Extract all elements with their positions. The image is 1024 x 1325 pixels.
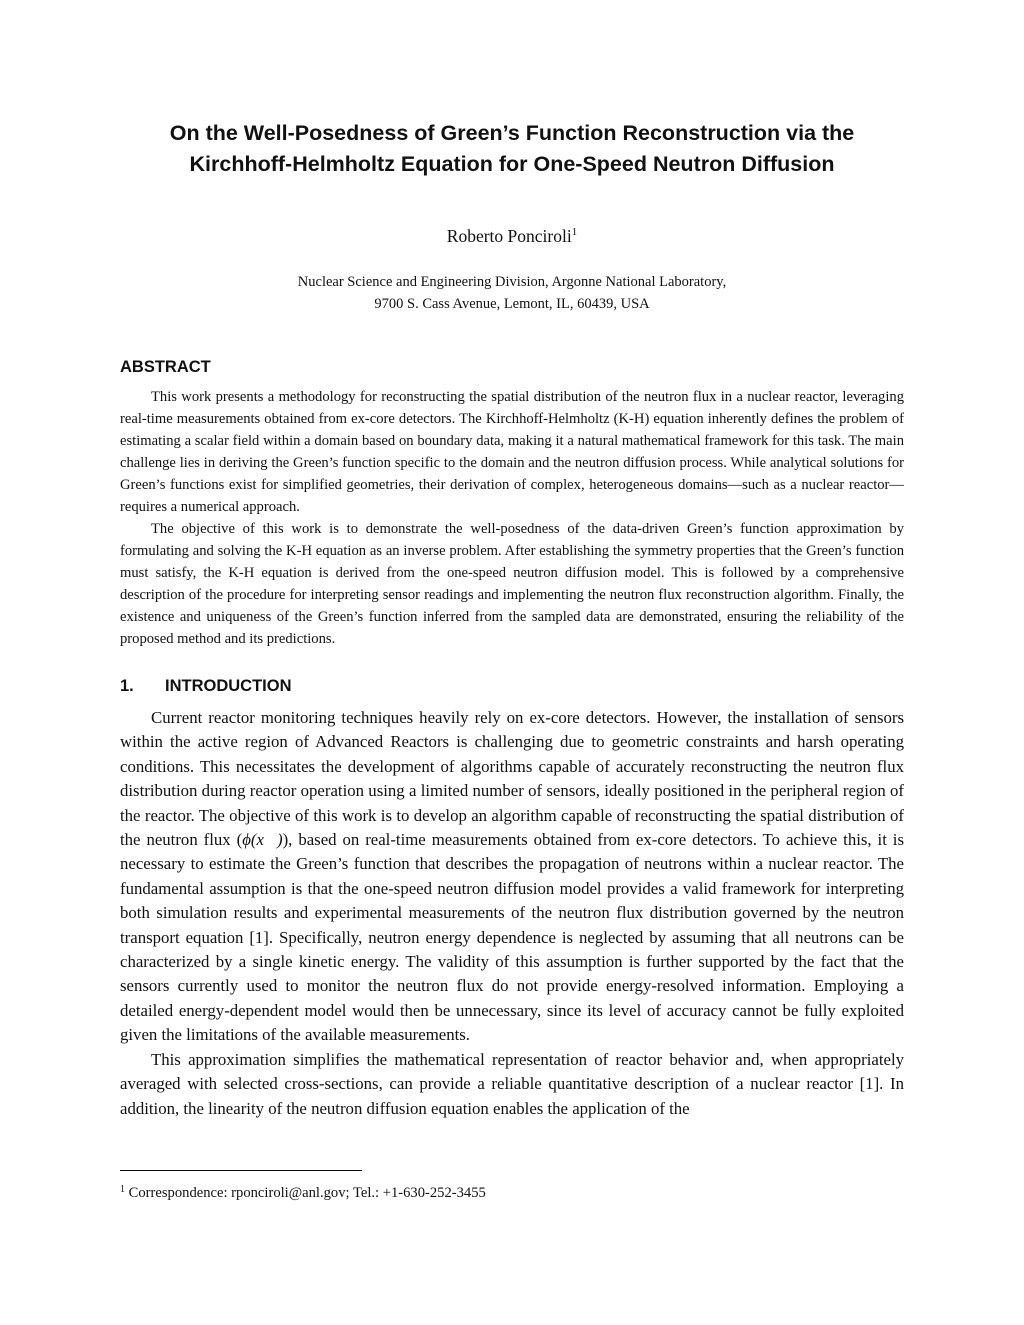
paper-title — [100, 118, 924, 180]
author-footnote-mark[interactable]: 1 — [571, 226, 578, 238]
intro-p1-text-a: Current reactor monitoring techniques heavily rely on ex-core detectors. However, the installation of sensors within the active region of Advanced Reactors is challenging due to geometric constraints and harsh operating conditions. This necessitates the development of algorithms capable of accurately reconstructing the neutron flux distribution during reactor operation using a limited number of sensors, ideally positioned in the peripheral region of the reactor. The objective of this work is to develop an algorithm capable of reconstructing the spatial distribution of the neutron flux ( — [120, 708, 904, 850]
footnote-text: Correspondence: rponciroli@anl.gov; Tel.: +1-630-252-3455 — [125, 1185, 486, 1201]
introduction-body — [120, 706, 904, 1121]
footnote-mark: 1 — [120, 1184, 125, 1195]
abstract-body — [120, 386, 904, 650]
section-number: 1. — [120, 677, 134, 695]
footnote — [120, 1184, 486, 1202]
author-name: Roberto Ponciroli — [446, 226, 572, 246]
affiliation — [0, 271, 1024, 315]
section-title: INTRODUCTION — [165, 677, 292, 695]
neutron-flux-symbol: ϕ(x⃗) — [242, 830, 283, 850]
author-line — [0, 226, 1024, 247]
footnote-divider — [120, 1170, 362, 1171]
intro-p1-text-b: ), based on real-time measurements obtained from ex-core detectors. To achieve this, it is necessary to estimate the Green’s function that describes the propagation of neutrons within a nuclear reactor. The fundamental assumption is that the one-speed neutron diffusion model provides a valid framework for interpreting both simulation results and experimental measurements of the neutron flux distribution governed by the neutron transport equation [1]. Specifically, neutron energy dependence is neglected by assuming that all neutrons can be characterized by a single kinetic energy. The validity of this assumption is further supported by the fact that the sensors currently used to monitor the neutron flux do not provide energy-resolved information. Employing a detailed energy-dependent model would then be unnecessary, since its level of accuracy cannot be fully exploited given the limitations of the available measurements. — [120, 830, 904, 1045]
affiliation-line-1: Nuclear Science and Engineering Division, Argonne National Laboratory, — [297, 274, 727, 290]
abstract-heading: ABSTRACT — [120, 358, 211, 376]
intro-paragraph-1 — [120, 706, 904, 1048]
title-line-1: On the Well-Posedness of Green’s Function Reconstruction via the — [169, 121, 855, 145]
section-heading-introduction — [120, 677, 292, 696]
intro-paragraph-2: This approximation simplifies the mathematical representation of reactor behavior and, when appropriately averaged with selected cross-sections, can provide a reliable quantitative description of a nuclear reactor [1]. In addition, the linearity of the neutron diffusion equation enables the application of the — [120, 1049, 904, 1118]
title-line-2: Kirchhoff-Helmholtz Equation for One-Speed Neutron Diffusion — [189, 152, 835, 176]
abstract-paragraph-1: This work presents a methodology for reconstructing the spatial distribution of the neutron flux in a nuclear reactor, leveraging real-time measurements obtained from ex-core detectors. The Kirchhoff-Helmholtz (K-H) equation inherently defines the problem of estimating a scalar field within a domain based on boundary data, making it a natural mathematical framework for this task. The main challenge lies in deriving the Green’s function specific to the domain and the neutron diffusion process. While analytical solutions for Green’s functions exist for simplified geometries, their derivation of complex, heterogeneous domains—such as a nuclear reactor—requires a numerical approach. — [120, 389, 904, 515]
affiliation-line-2: 9700 S. Cass Avenue, Lemont, IL, 60439, USA — [374, 296, 650, 312]
abstract-paragraph-2: The objective of this work is to demonstrate the well-posedness of the data-driven Green’s function approximation by formulating and solving the K-H equation as an inverse problem. After establishing the symmetry properties that the Green’s function must satisfy, the K-H equation is derived from the one-speed neutron diffusion model. This is followed by a comprehensive description of the procedure for interpreting sensor readings and implementing the neutron flux reconstruction algorithm. Finally, the existence and uniqueness of the Green’s function inferred from the sampled data are demonstrated, ensuring the reliability of the proposed method and its predictions. — [120, 521, 904, 647]
